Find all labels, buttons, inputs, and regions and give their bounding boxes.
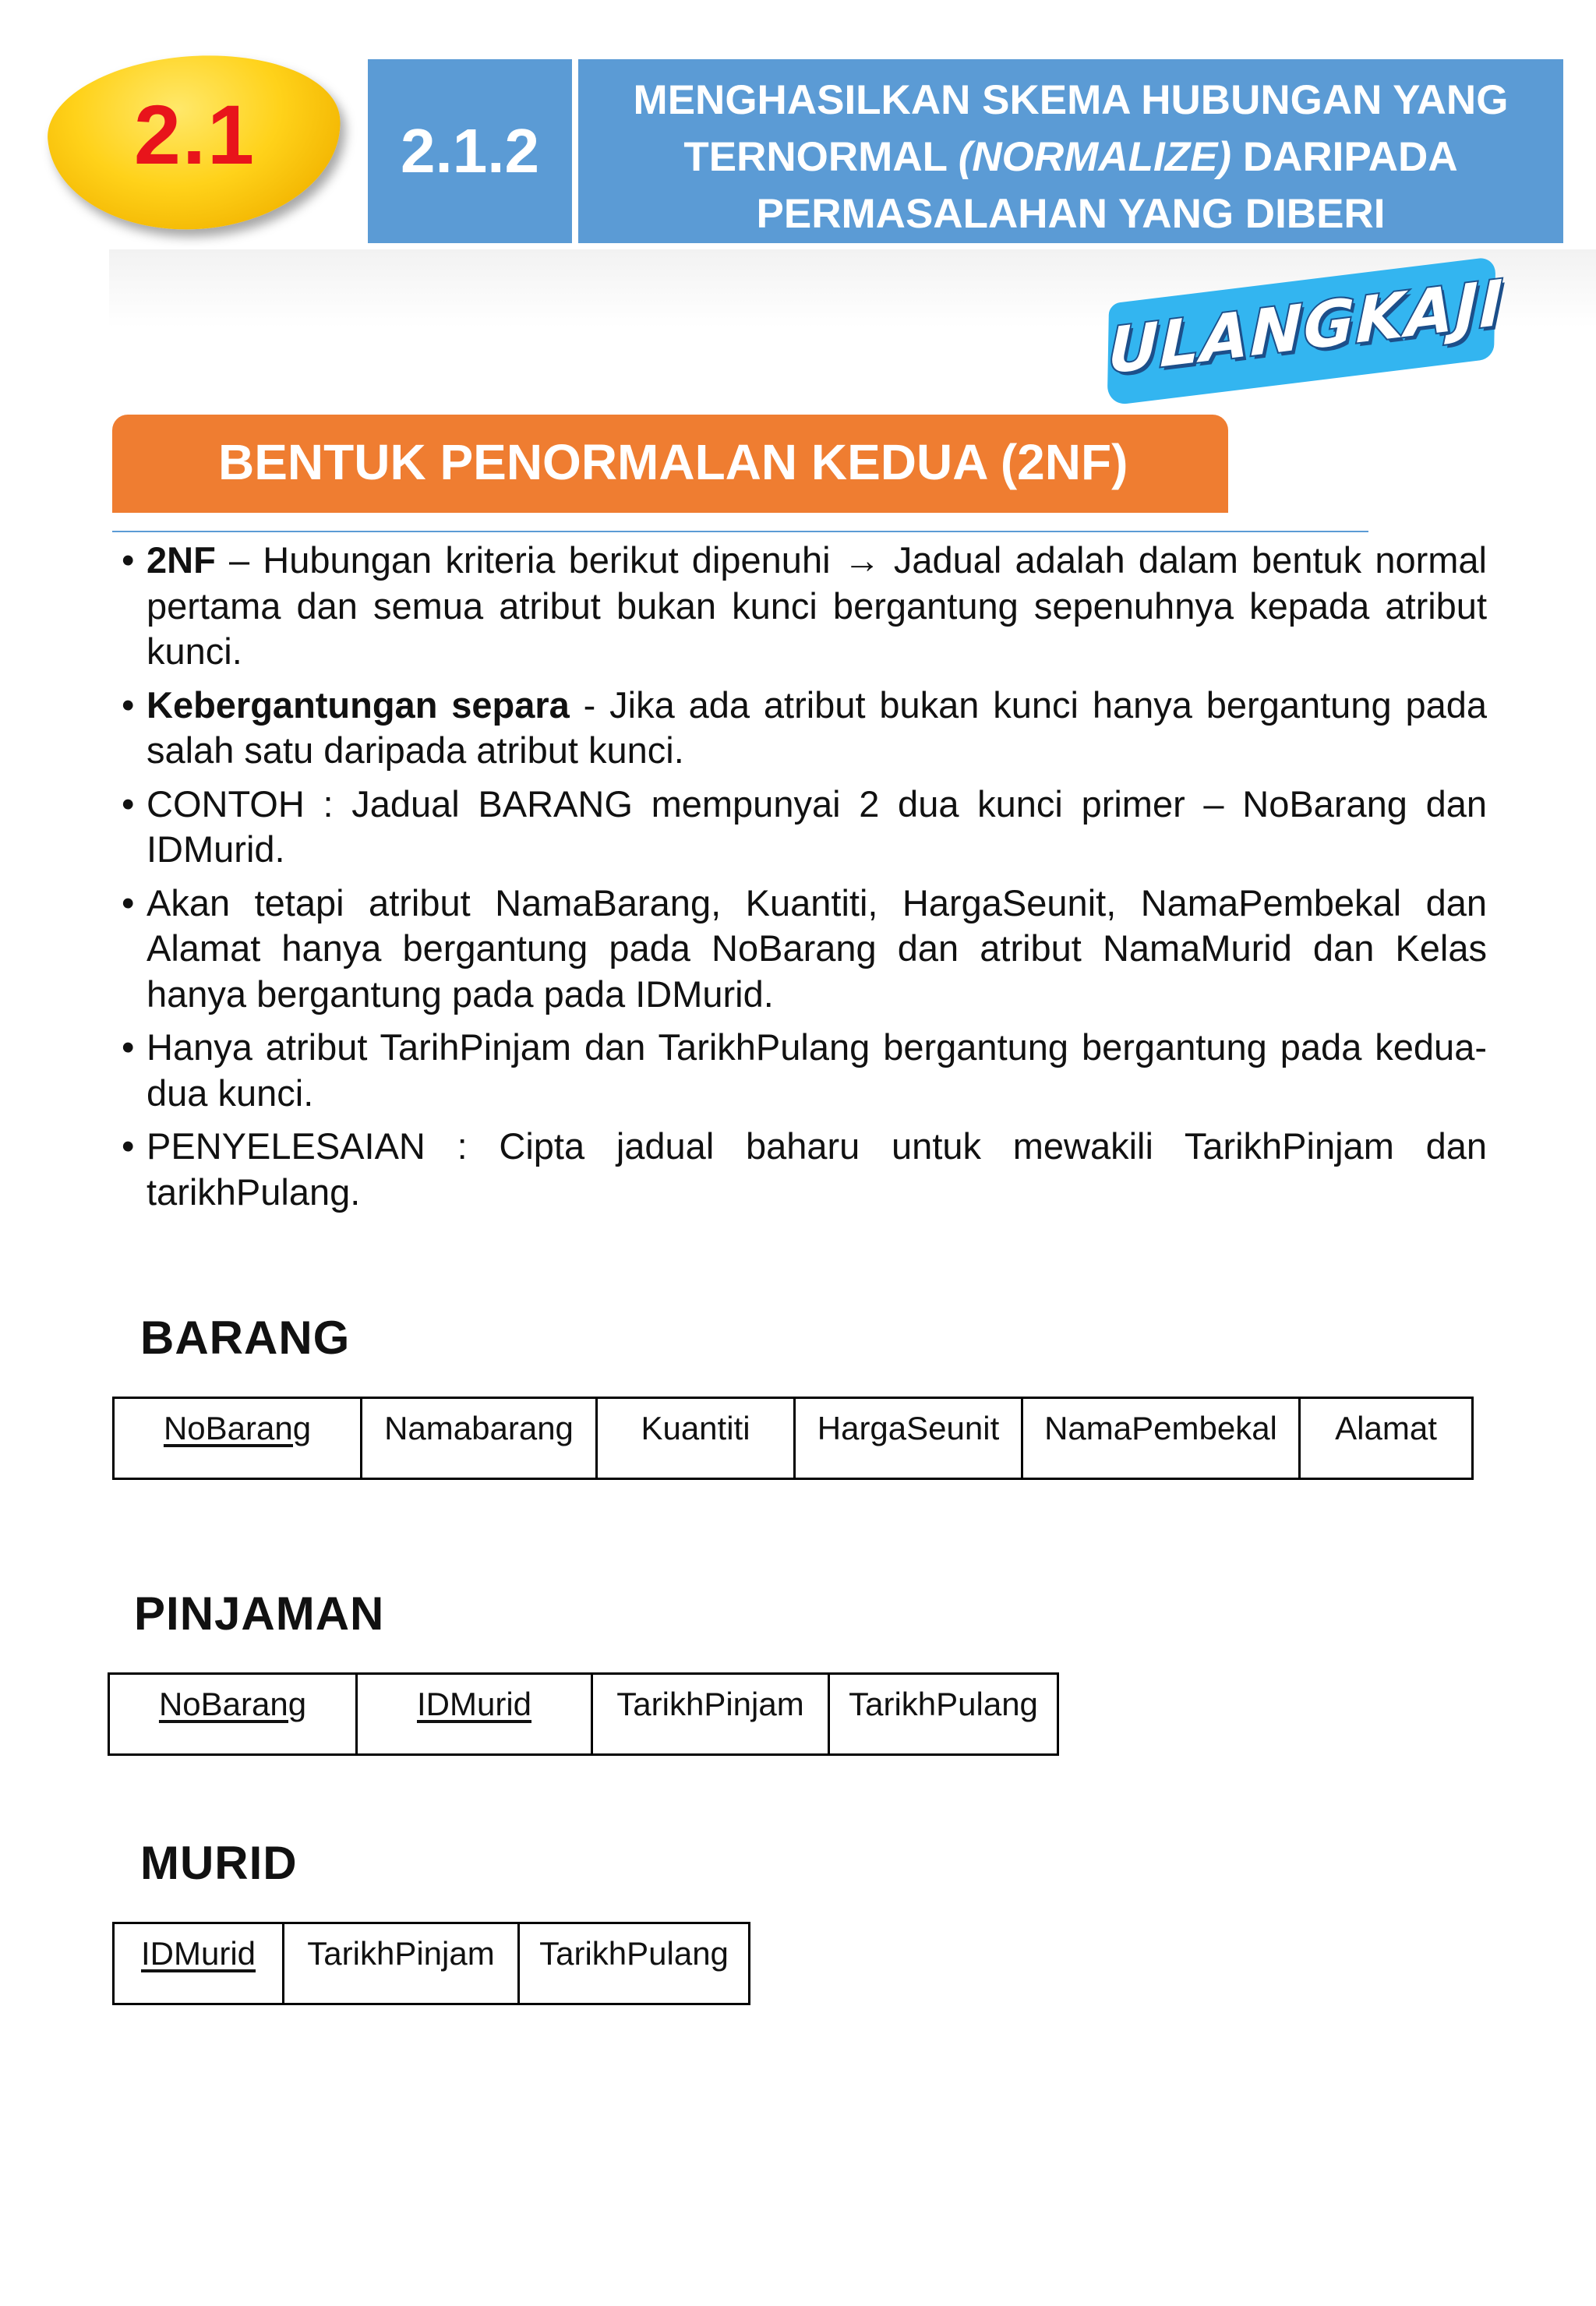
column-name: IDMurid (416, 1686, 532, 1722)
subsection-box (368, 59, 572, 243)
table-cell-key (114, 1923, 284, 2004)
column-name: IDMurid (140, 1935, 256, 1972)
table-cell (519, 1923, 750, 2004)
column-name: NamaPembekal (1044, 1410, 1277, 1446)
column-name: NoBarang (158, 1686, 307, 1722)
bullet-item (122, 538, 1487, 675)
section-divider (112, 531, 1368, 532)
bullet-text: PENYELESAIAN : Cipta jadual baharu untuk mewakili TarikhPinjam dan tarikhPulang. (147, 1125, 1487, 1213)
murid-table-title: MURID (140, 1837, 298, 1889)
column-name: Alamat (1335, 1410, 1437, 1446)
table-cell (284, 1923, 519, 2004)
table-cell (1022, 1398, 1300, 1479)
barang-table-title: BARANG (140, 1312, 351, 1364)
section-badge-label: 2.1 (133, 87, 256, 182)
table-cell (592, 1674, 829, 1755)
bullet-term: 2NF (147, 539, 216, 581)
subsection-number: 2.1.2 (401, 116, 539, 185)
header-title-word: DARIPADA (1242, 134, 1458, 180)
table-cell-key (114, 1398, 362, 1479)
ulangkaji-sticker-text: ULANGKAJI (1107, 266, 1505, 388)
table-cell-key (109, 1674, 357, 1755)
column-name: Namabarang (384, 1410, 574, 1446)
bullet-item (122, 1124, 1487, 1215)
header-title-italic: (NORMALIZE) (958, 134, 1232, 180)
table-cell (795, 1398, 1022, 1479)
pinjaman-table-title: PINJAMAN (134, 1587, 385, 1640)
bullet-item (122, 1025, 1487, 1116)
bullet-term: Kebergantungan separa (147, 683, 570, 726)
table-row (114, 1923, 750, 2004)
table-row (109, 1674, 1058, 1755)
table-cell-key (357, 1674, 592, 1755)
barang-schema-table (112, 1397, 1474, 1480)
bullet-text: – Hubungan kriteria berikut dipenuhi → Jadual adalah dalam bentuk normal pertama dan semua atribut bukan kunci bergantung sepenuhnya kepada atribut kunci. (147, 539, 1487, 672)
column-name: TarikhPinjam (616, 1686, 804, 1722)
column-name: Kuantiti (641, 1410, 750, 1446)
table-cell (362, 1398, 597, 1479)
bullet-item (122, 782, 1487, 873)
bullet-text: Akan tetapi atribut NamaBarang, Kuantiti, HargaSeunit, NamaPembekal dan Alamat hanya bergantung pada NoBarang dan atribut NamaMurid dan Kelas hanya bergantung pada pada IDMurid. (147, 881, 1487, 1015)
bullet-item (122, 683, 1487, 774)
bullet-text: CONTOH : Jadual BARANG mempunyai 2 dua kunci primer – NoBarang dan IDMurid. (147, 782, 1487, 870)
header-title-line-2 (578, 129, 1563, 185)
section-banner (112, 415, 1228, 513)
header-title-line-3: PERMASALAHAN YANG DIBERI (756, 191, 1386, 237)
header-title-line-1: MENGHASILKAN SKEMA HUBUNGAN YANG (633, 77, 1509, 123)
section-title: BENTUK PENORMALAN KEDUA (2NF) (218, 434, 1128, 490)
header-title-box (578, 59, 1563, 243)
column-name: NoBarang (163, 1410, 312, 1446)
murid-schema-table (112, 1922, 750, 2005)
pinjaman-schema-table (108, 1672, 1059, 1756)
table-cell (1300, 1398, 1473, 1479)
bullet-text: - Jika ada atribut bukan kunci hanya bergantung pada salah satu daripada atribut kunci. (147, 683, 1487, 771)
column-name: TarikhPulang (849, 1686, 1038, 1722)
bullet-item (122, 881, 1487, 1018)
table-cell (829, 1674, 1058, 1755)
table-row (114, 1398, 1473, 1479)
column-name: TarikhPinjam (307, 1935, 495, 1972)
column-name: HargaSeunit (817, 1410, 1000, 1446)
bullet-text: Hanya atribut TarihPinjam dan TarikhPulang bergantung bergantung pada kedua-dua kunci. (147, 1026, 1487, 1114)
header-title-word: TERNORMAL (683, 134, 948, 180)
column-name: TarikhPulang (539, 1935, 729, 1972)
table-cell (597, 1398, 795, 1479)
bullet-list (122, 538, 1487, 1223)
